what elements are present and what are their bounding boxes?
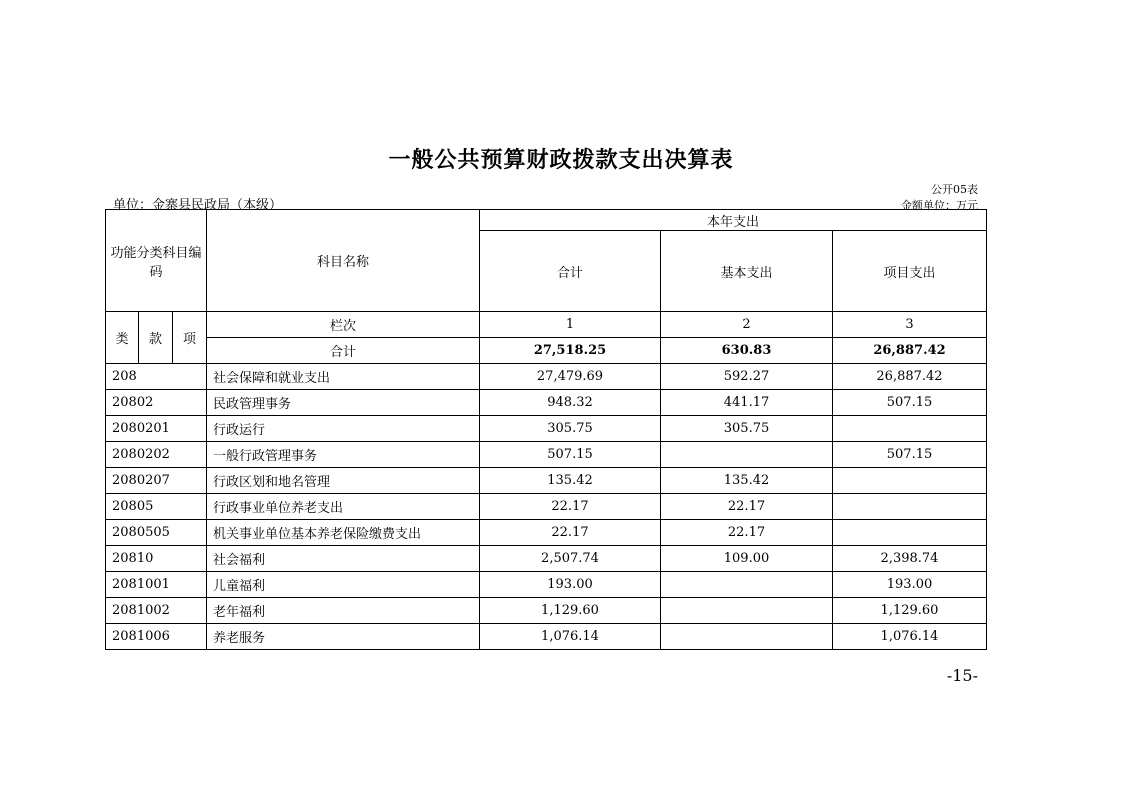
row-project: 1,129.60: [833, 598, 987, 624]
header-kuan: 款: [139, 312, 173, 364]
row-name: 一般行政管理事务: [207, 442, 480, 468]
row-total: 948.32: [480, 390, 661, 416]
header-project: 项目支出: [833, 231, 987, 312]
row-name: 社会福利: [207, 546, 480, 572]
page-title: 一般公共预算财政拨款支出决算表: [388, 147, 734, 173]
row-basic: [661, 624, 833, 650]
header-column-no: 栏次: [207, 312, 480, 338]
header-row-1: [106, 210, 987, 231]
table-row: [106, 364, 987, 390]
table-row: [106, 546, 987, 572]
header-xiang: 项: [173, 312, 207, 364]
row-project: 507.15: [833, 442, 987, 468]
row-code: 20805: [106, 494, 207, 520]
row-total: 22.17: [480, 494, 661, 520]
row-project: 2,398.74: [833, 546, 987, 572]
row-project: 1,076.14: [833, 624, 987, 650]
table-row: [106, 416, 987, 442]
row-code: 20810: [106, 546, 207, 572]
row-basic: 592.27: [661, 364, 833, 390]
row-total: 1,076.14: [480, 624, 661, 650]
row-basic: 305.75: [661, 416, 833, 442]
table-row: [106, 598, 987, 624]
row-project: 193.00: [833, 572, 987, 598]
header-lei: 类: [106, 312, 139, 364]
header-col3: 3: [833, 312, 987, 338]
row-name: 社会保障和就业支出: [207, 364, 480, 390]
table-row: [106, 468, 987, 494]
row-code: 2081002: [106, 598, 207, 624]
row-code: 2081001: [106, 572, 207, 598]
row-name: 行政运行: [207, 416, 480, 442]
row-total: 305.75: [480, 416, 661, 442]
row-name: 行政区划和地名管理: [207, 468, 480, 494]
expenditure-table: [105, 209, 987, 650]
row-project: 26,887.42: [833, 364, 987, 390]
row-project: [833, 468, 987, 494]
total-label: 合计: [207, 338, 480, 364]
row-code: 2081006: [106, 624, 207, 650]
row-name: 民政管理事务: [207, 390, 480, 416]
row-code: 208: [106, 364, 207, 390]
table-row: [106, 390, 987, 416]
table-row: [106, 494, 987, 520]
header-col2: 2: [661, 312, 833, 338]
header-row-3: [106, 312, 987, 338]
row-total: 193.00: [480, 572, 661, 598]
row-basic: 22.17: [661, 494, 833, 520]
header-total: 合计: [480, 231, 661, 312]
row-basic: 135.42: [661, 468, 833, 494]
header-basic: 基本支出: [661, 231, 833, 312]
row-name: 儿童福利: [207, 572, 480, 598]
document-number: 公开05表: [931, 183, 978, 196]
table-row: [106, 520, 987, 546]
row-project: [833, 494, 987, 520]
unit-name: 单位：金寨县民政局（本级）: [113, 198, 283, 213]
total-basic: 630.83: [661, 338, 833, 364]
row-basic: [661, 598, 833, 624]
row-basic: 109.00: [661, 546, 833, 572]
amount-unit: 金额单位：万元: [901, 199, 978, 212]
row-name: 老年福利: [207, 598, 480, 624]
row-project: [833, 416, 987, 442]
page-number: -15-: [946, 666, 978, 685]
row-project: 507.15: [833, 390, 987, 416]
total-amount: 27,518.25: [480, 338, 661, 364]
row-name: 养老服务: [207, 624, 480, 650]
row-code: 2080201: [106, 416, 207, 442]
table-row: [106, 572, 987, 598]
total-row: [106, 338, 987, 364]
header-current-year: 本年支出: [480, 210, 987, 231]
row-basic: [661, 442, 833, 468]
row-total: 27,479.69: [480, 364, 661, 390]
table-row: [106, 442, 987, 468]
table-row: [106, 624, 987, 650]
row-name: 行政事业单位养老支出: [207, 494, 480, 520]
row-project: [833, 520, 987, 546]
total-project: 26,887.42: [833, 338, 987, 364]
row-code: 2080202: [106, 442, 207, 468]
row-code: 20802: [106, 390, 207, 416]
row-total: 2,507.74: [480, 546, 661, 572]
row-basic: [661, 572, 833, 598]
row-basic: 22.17: [661, 520, 833, 546]
row-total: 22.17: [480, 520, 661, 546]
header-subject-name: 科目名称: [207, 210, 480, 312]
row-total: 135.42: [480, 468, 661, 494]
row-basic: 441.17: [661, 390, 833, 416]
header-func-code: 功能分类科目编码: [106, 210, 207, 312]
row-code: 2080207: [106, 468, 207, 494]
row-name: 机关事业单位基本养老保险缴费支出: [207, 520, 480, 546]
row-code: 2080505: [106, 520, 207, 546]
header-col1: 1: [480, 312, 661, 338]
row-total: 507.15: [480, 442, 661, 468]
row-total: 1,129.60: [480, 598, 661, 624]
